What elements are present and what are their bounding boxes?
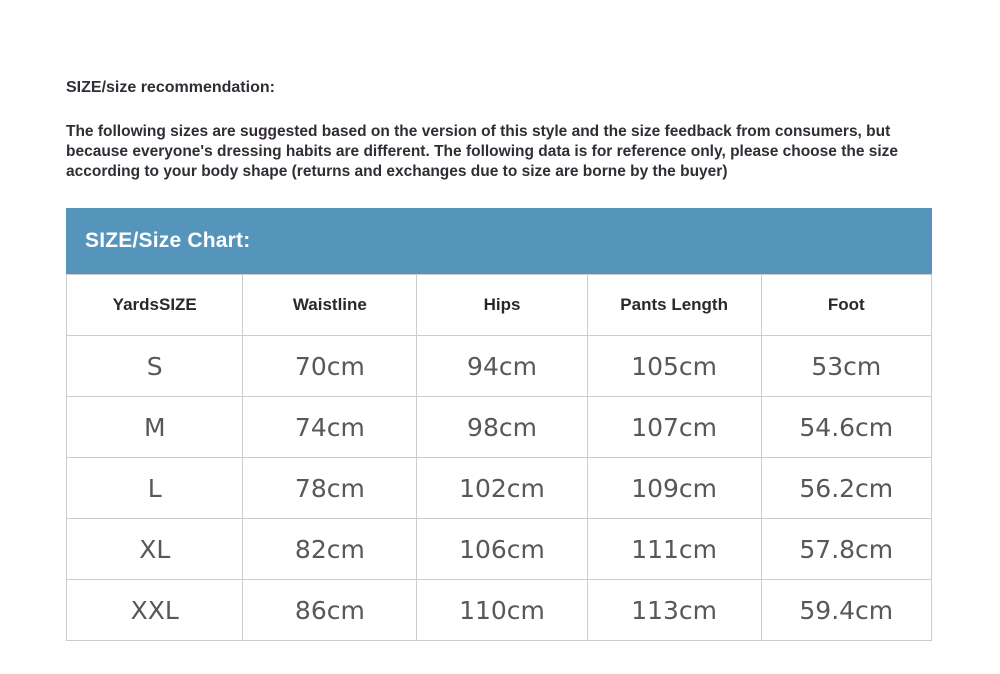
cell-size: XL bbox=[67, 519, 243, 580]
cell-waistline: 74cm bbox=[243, 397, 417, 458]
cell-hips: 110cm bbox=[417, 580, 587, 641]
table-row-xl bbox=[67, 519, 932, 580]
cell-size: L bbox=[67, 458, 243, 519]
cell-waistline: 78cm bbox=[243, 458, 417, 519]
cell-pants-length: 111cm bbox=[587, 519, 761, 580]
cell-foot: 59.4cm bbox=[761, 580, 931, 641]
size-chart-title: SIZE/Size Chart: bbox=[85, 229, 251, 252]
size-chart-section bbox=[66, 208, 932, 641]
cell-pants-length: 113cm bbox=[587, 580, 761, 641]
page-content bbox=[66, 0, 932, 641]
size-recommendation-heading: SIZE/size recommendation: bbox=[66, 79, 275, 96]
cell-pants-length: 107cm bbox=[587, 397, 761, 458]
cell-pants-length: 109cm bbox=[587, 458, 761, 519]
column-header-size: YardsSIZE bbox=[67, 275, 243, 336]
cell-hips: 106cm bbox=[417, 519, 587, 580]
column-header-foot: Foot bbox=[761, 275, 931, 336]
cell-foot: 56.2cm bbox=[761, 458, 931, 519]
cell-foot: 53cm bbox=[761, 336, 931, 397]
cell-waistline: 70cm bbox=[243, 336, 417, 397]
table-row-xxl bbox=[67, 580, 932, 641]
cell-foot: 57.8cm bbox=[761, 519, 931, 580]
cell-foot: 54.6cm bbox=[761, 397, 931, 458]
cell-size: M bbox=[67, 397, 243, 458]
cell-hips: 94cm bbox=[417, 336, 587, 397]
column-header-hips: Hips bbox=[417, 275, 587, 336]
size-chart-title-bar bbox=[66, 208, 932, 274]
cell-waistline: 86cm bbox=[243, 580, 417, 641]
table-row-m bbox=[67, 397, 932, 458]
cell-size: XXL bbox=[67, 580, 243, 641]
size-table bbox=[66, 274, 932, 641]
size-disclaimer-text: The following sizes are suggested based on the version of this style and the size feedback from consumers, but because everyone's dressing habits are different. The following data is for reference only, please choose the size according to your body shape (returns and exchanges due to size are borne by the buyer) bbox=[66, 123, 899, 180]
cell-hips: 98cm bbox=[417, 397, 587, 458]
table-row-l bbox=[67, 458, 932, 519]
column-header-pants-length: Pants Length bbox=[587, 275, 761, 336]
cell-size: S bbox=[67, 336, 243, 397]
cell-hips: 102cm bbox=[417, 458, 587, 519]
column-header-waistline: Waistline bbox=[243, 275, 417, 336]
table-row-s bbox=[67, 336, 932, 397]
table-header-row bbox=[67, 275, 932, 336]
cell-pants-length: 105cm bbox=[587, 336, 761, 397]
cell-waistline: 82cm bbox=[243, 519, 417, 580]
